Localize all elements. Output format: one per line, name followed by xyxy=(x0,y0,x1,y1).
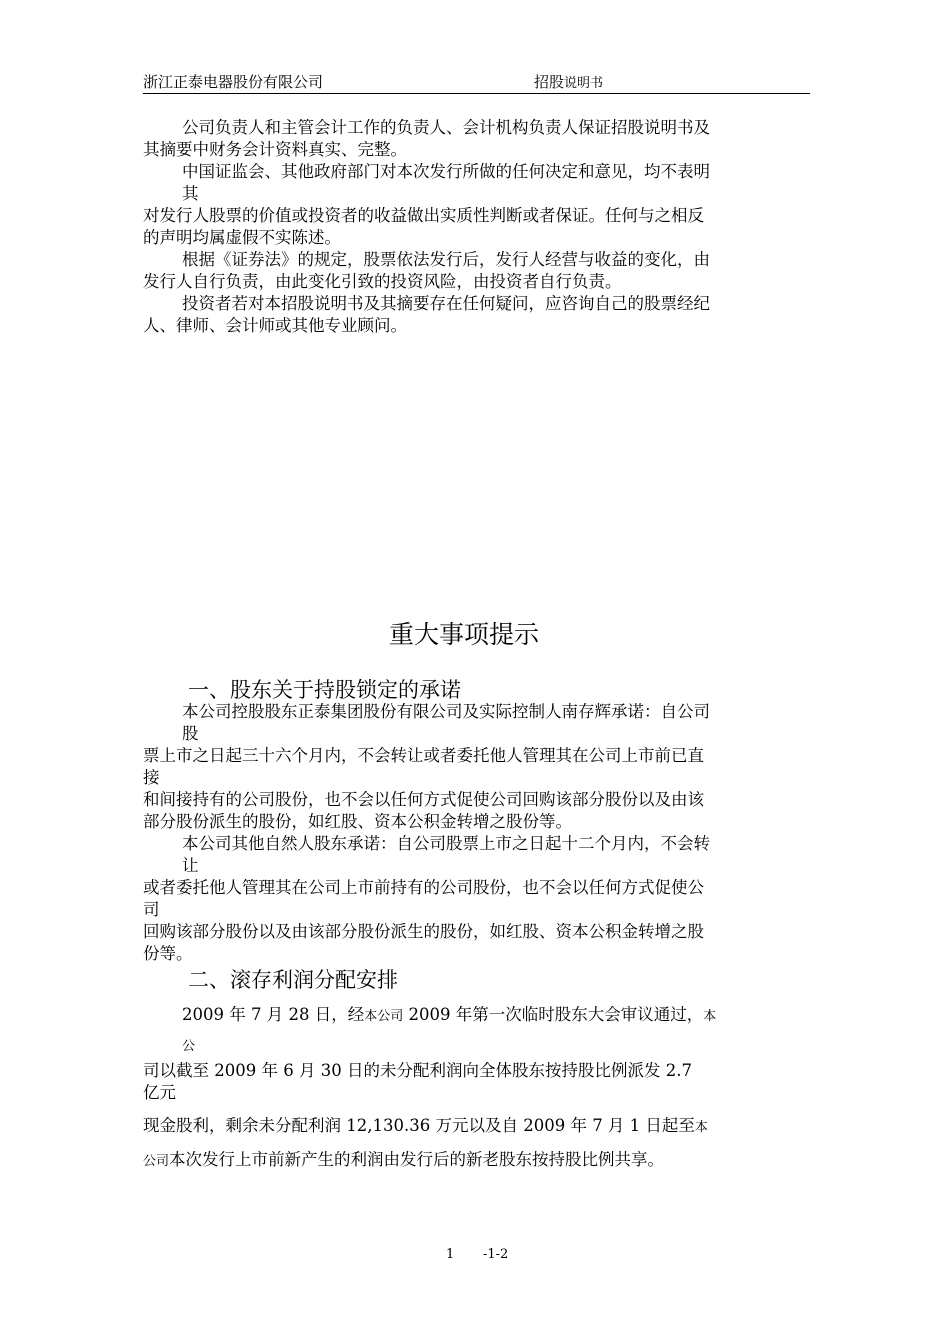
intro-p2-line1: 中国证监会、其他政府部门对本次发行所做的任何决定和意见，均不表明 xyxy=(182,162,710,181)
section1-p2-line1: 本公司其他自然人股东承诺：自公司股票上市之日起十二个月内，不会转 xyxy=(182,834,710,853)
intro-p4-line2: 人、律师、会计师或其他专业顾问。 xyxy=(143,316,407,335)
section2-line1-a: 2009 年 7 月 28 日，经 xyxy=(182,1005,365,1024)
section2-heading: 二、滚存利润分配安排 xyxy=(188,968,398,992)
section2-line1-wrap: 公 xyxy=(182,1039,196,1054)
section2-line1-c: 2009 年第一次临时股东大会审议通过， xyxy=(403,1005,704,1024)
section1-p2-line2: 或者委托他人管理其在公司上市前持有的公司股份，也不会以任何方式促使公 xyxy=(143,878,704,897)
intro-p2-line2: 对发行人股票的价值或投资者的收益做出实质性判断或者保证。任何与之相反 xyxy=(143,206,704,225)
header-title xyxy=(534,73,603,93)
section2-line4-a: 公司 xyxy=(143,1154,170,1169)
intro-p1-line2: 其摘要中财务会计资料真实、完整。 xyxy=(143,140,407,159)
intro-p2-line3: 的声明均属虚假不实陈述。 xyxy=(143,228,341,247)
section2-line4 xyxy=(143,1149,664,1173)
section1-p1-line3: 和间接持有的公司股份，也不会以任何方式促使公司回购该部分股份以及由该 xyxy=(143,790,704,809)
page-number: 1 xyxy=(446,1247,455,1262)
header-company: 浙江正泰电器股份有限公司 xyxy=(143,73,324,91)
section1-p2-line4: 份等。 xyxy=(143,944,193,963)
section2-line1-b: 本公司 xyxy=(364,1009,404,1024)
section2-line3-b: 本 xyxy=(694,1120,708,1135)
page-code: -1-2 xyxy=(483,1247,509,1262)
intro-p2-line1-wrap: 其 xyxy=(182,184,199,203)
section1-p1-line2: 票上市之日起三十六个月内，不会转让或者委托他人管理其在公司上市前已直 xyxy=(143,746,704,765)
header-title-main: 招股 xyxy=(534,73,565,91)
section2-line3 xyxy=(143,1115,708,1139)
section1-p2-line1-wrap: 让 xyxy=(182,856,199,875)
section2-line3-a: 现金股利，剩余未分配利润 12,130.36 万元以及自 2009 年 7 月 1 日起至 xyxy=(143,1116,695,1135)
intro-p1-line1: 公司负责人和主管会计工作的负责人、会计机构负责人保证招股说明书及 xyxy=(182,118,710,137)
section1-p1-line1-wrap: 股 xyxy=(182,724,199,743)
section1-p2-line3: 回购该部分股份以及由该部分股份派生的股份，如红股、资本公积金转增之股 xyxy=(143,922,704,941)
intro-p4-line1: 投资者若对本招股说明书及其摘要存在任何疑问，应咨询自己的股票经纪 xyxy=(182,294,710,313)
major-notice-title: 重大事项提示 xyxy=(389,620,540,649)
intro-p3-line1: 根据《证券法》的规定，股票依法发行后，发行人经营与收益的变化，由 xyxy=(182,250,710,269)
section2-line2: 司以截至 2009 年 6 月 30 日的未分配利润向全体股东按持股比例派发 2.7 xyxy=(143,1061,692,1080)
section1-p1-line4: 部分股份派生的股份，如红股、资本公积金转增之股份等。 xyxy=(143,812,572,831)
section2-line4-b: 本次发行上市前新产生的利润由发行后的新老股东按持股比例共享。 xyxy=(169,1150,665,1169)
section1-p1-line1: 本公司控股股东正泰集团股份有限公司及实际控制人南存辉承诺：自公司 xyxy=(182,702,710,721)
header-rule xyxy=(143,93,810,94)
section2-line2-wrap: 亿元 xyxy=(143,1083,176,1102)
header-title-small: 说明书 xyxy=(564,76,604,91)
section1-p1-line2-wrap: 接 xyxy=(143,768,160,787)
section2-line1 xyxy=(182,1004,716,1028)
section1-p2-line2-wrap: 司 xyxy=(143,900,160,919)
section2-line1-d: 本 xyxy=(703,1009,717,1024)
section1-heading: 一、股东关于持股锁定的承诺 xyxy=(188,678,461,702)
intro-p3-line2: 发行人自行负责，由此变化引致的投资风险，由投资者自行负责。 xyxy=(143,272,622,291)
